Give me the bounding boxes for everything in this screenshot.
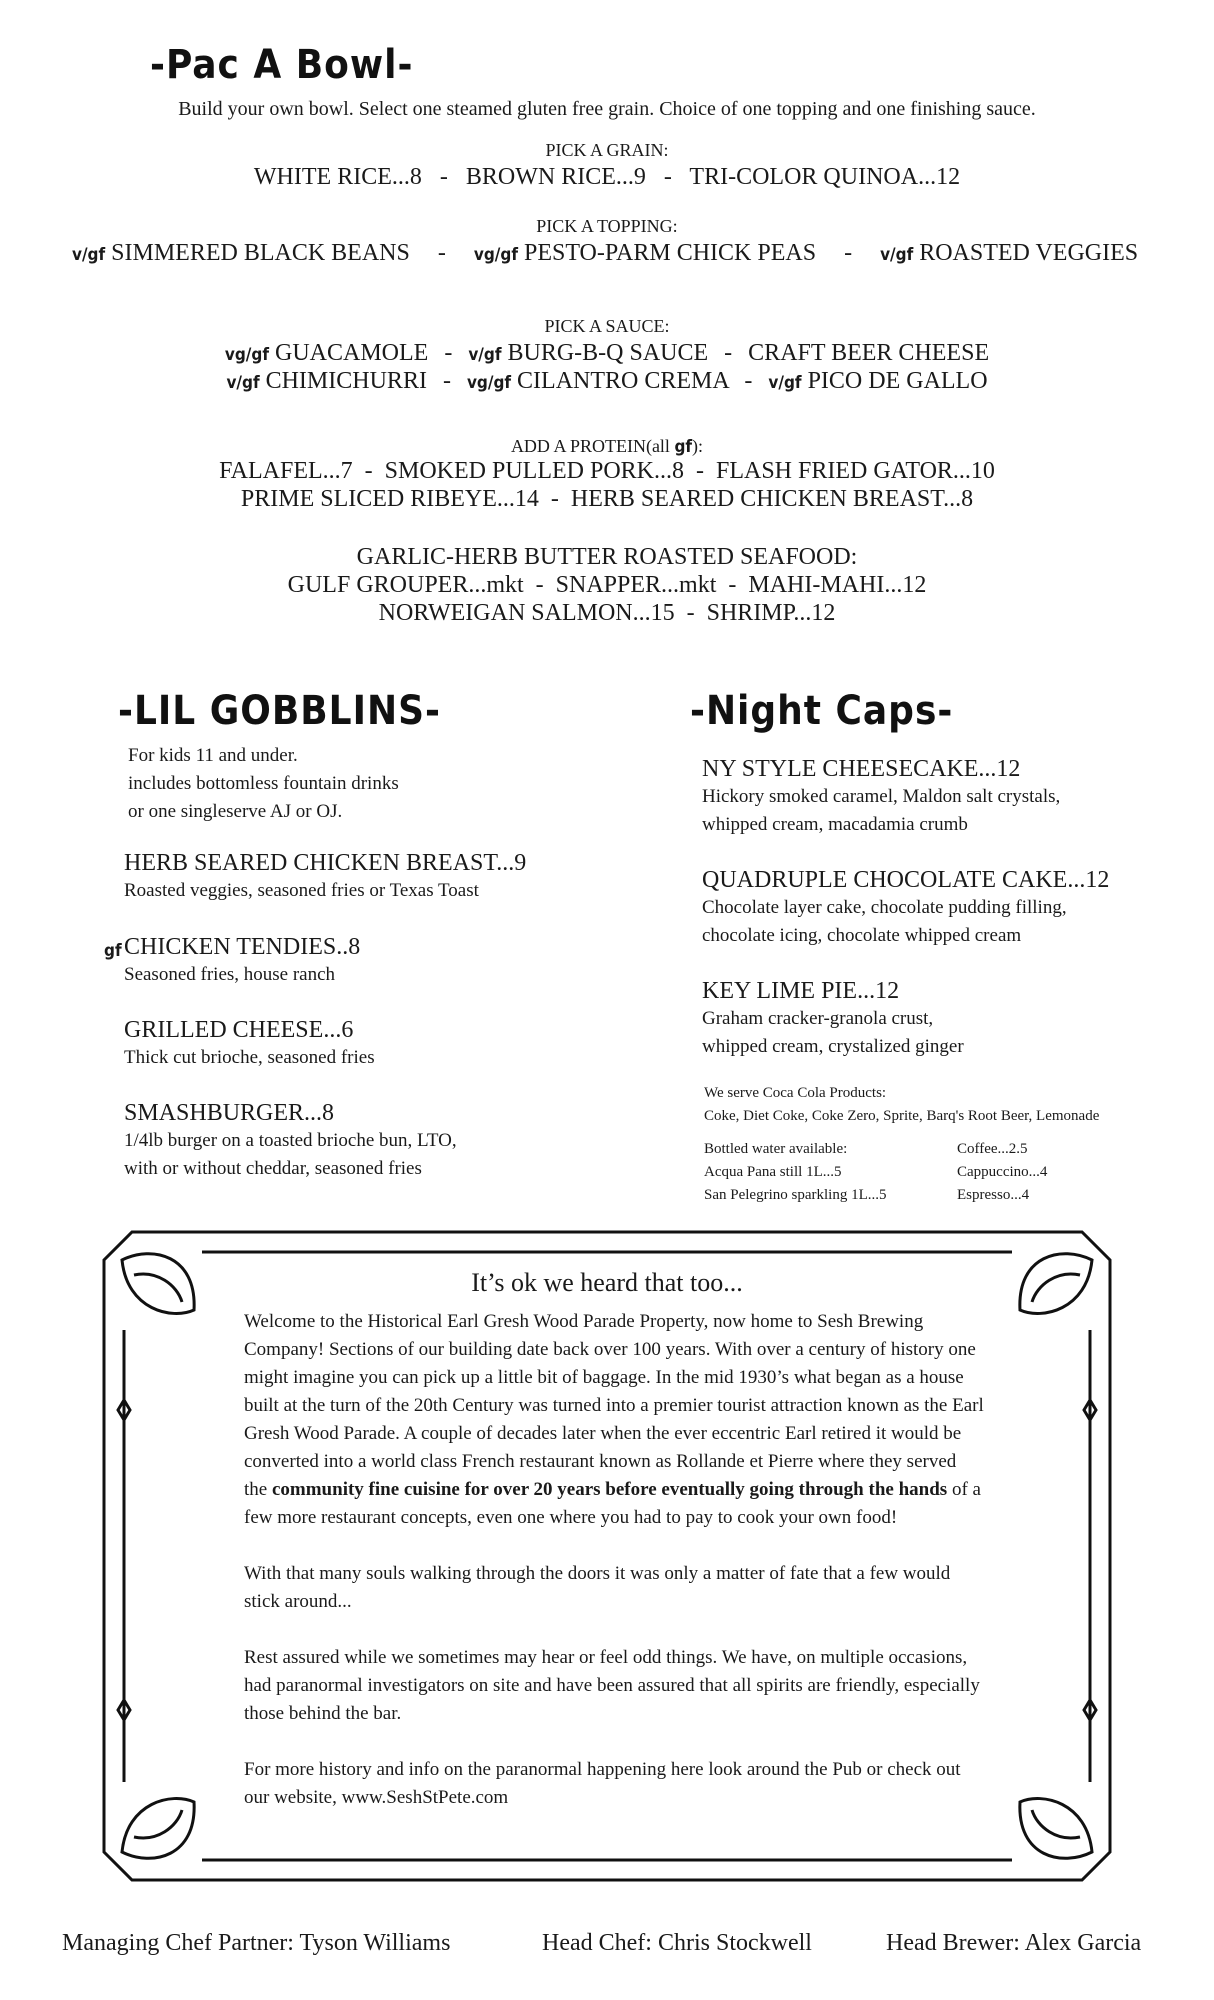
kids-note [128, 742, 399, 826]
diet-tag: v/gf [226, 373, 260, 393]
topping-item: SIMMERED BLACK BEANS [111, 240, 410, 266]
protein-line-1: FALAFEL...7 - SMOKED PULLED PORK...8 - FLASH FRIED GATOR...10 [219, 458, 995, 484]
kids-item [124, 1017, 375, 1072]
grain-heading: PICK A GRAIN: [545, 140, 669, 160]
dessert-name: NY STYLE CHEESECAKE...12 [702, 756, 1021, 782]
footer-head-chef: Head Chef: Chris Stockwell [542, 1930, 812, 1956]
kids-item-desc: Thick cut brioche, seasoned fries [124, 1047, 375, 1068]
topping-item: PESTO-PARM CHICK PEAS [523, 240, 817, 266]
dessert-desc: chocolate icing, chocolate whipped cream [702, 925, 1022, 946]
water-list [704, 1138, 886, 1207]
dessert-item [702, 756, 1060, 839]
corner-leaf-bottom-right [1020, 1799, 1092, 1859]
story-paragraph: For more history and info on the paranormal happening here look around the Pub or check out our website, www.SeshStPete.com [244, 1759, 961, 1808]
night-caps-title: -Night Caps- [690, 688, 954, 734]
story-paragraph [244, 1308, 984, 1532]
water-item: Acqua Pana still 1L...5 [704, 1164, 842, 1180]
story-paragraph: Rest assured while we sometimes may hear or feel odd things. We have, on multiple occasions, had paranormal investigators on site and have been assured that all spirits are friendly, especially those behind the bar. [244, 1647, 980, 1724]
sauce-row-1: vg/gf GUACAMOLE - v/gf BURG-B-Q SAUCE - CRAFT BEER CHEESE [224, 340, 990, 366]
grain-options: WHITE RICE...8 - BROWN RICE...9 - TRI-COLOR QUINOA...12 [253, 164, 961, 190]
sauce-item: PICO DE GALLO [807, 368, 988, 394]
protein-line-2: PRIME SLICED RIBEYE...14 - HERB SEARED CHICKEN BREAST...8 [240, 486, 974, 512]
beverage-note [704, 1082, 1099, 1128]
kids-item [104, 934, 361, 989]
water-item: San Pelegrino sparkling 1L...5 [704, 1187, 887, 1203]
dessert-desc: Graham cracker-granola crust, [702, 1008, 934, 1029]
kids-item-name: HERB SEARED CHICKEN BREAST...9 [124, 850, 527, 876]
sauce-row-2: v/gf CHIMICHURRI - vg/gf CILANTRO CREMA - v/gf PICO DE GALLO [226, 368, 988, 394]
sauce-item: GUACAMOLE [275, 340, 429, 366]
kids-item [124, 850, 526, 905]
protein-heading [0, 436, 1214, 457]
dessert-item [702, 867, 1109, 950]
pac-a-bowl-intro: Build your own bowl. Select one steamed gluten free grain. Choice of one topping and one finishing sauce. [178, 98, 1036, 120]
seafood-line-1: GULF GROUPER...mkt - SNAPPER...mkt - MAHI-MAHI...12 [287, 572, 927, 598]
kids-item-desc: with or without cheddar, seasoned fries [124, 1158, 422, 1179]
story-paragraph: With that many souls walking through the doors it was only a matter of fate that a few would stick around... [244, 1563, 951, 1612]
kids-item-name: GRILLED CHEESE...6 [124, 1017, 354, 1043]
kids-item-name: SMASHBURGER...8 [124, 1100, 335, 1126]
diet-tag: gf [104, 941, 122, 961]
kids-item-desc: Seasoned fries, house ranch [124, 964, 336, 985]
protein-heading-text: ADD A PROTEIN(all [510, 436, 675, 456]
dessert-name: KEY LIME PIE...12 [702, 978, 900, 1004]
kids-item-desc: 1/4lb burger on a toasted brioche bun, LTO, [124, 1130, 457, 1151]
dessert-desc: whipped cream, macadamia crumb [702, 814, 968, 835]
kids-note-line: includes bottomless fountain drinks [128, 773, 399, 794]
kids-item-name: CHICKEN TENDIES..8 [124, 934, 361, 960]
beverage-line: We serve Coca Cola Products: [704, 1085, 887, 1101]
dessert-name: QUADRUPLE CHOCOLATE CAKE...12 [702, 867, 1110, 893]
dessert-desc: Hickory smoked caramel, Maldon salt crystals, [702, 786, 1061, 807]
sauce-heading: PICK A SAUCE: [544, 316, 670, 336]
diet-tag: v/gf [468, 345, 502, 365]
protein-heading-suffix: ): [692, 436, 704, 456]
dessert-desc: whipped cream, crystalized ginger [702, 1036, 964, 1057]
water-heading: Bottled water available: [704, 1141, 848, 1157]
kids-note-line: or one singleserve AJ or OJ. [128, 801, 343, 822]
seafood-heading: GARLIC-HERB BUTTER ROASTED SEAFOOD: [356, 544, 858, 570]
topping-item: ROASTED VEGGIES [919, 240, 1139, 266]
story-bold-text: community fine cuisine for over 20 years before eventually going through the hands [271, 1479, 948, 1500]
diet-tag: v/gf [880, 245, 914, 265]
diet-tag: vg/gf [466, 373, 512, 393]
diet-tag: vg/gf [473, 245, 518, 265]
topping-options: v/gf SIMMERED BLACK BEANS - vg/gf PESTO-PARM CHICK PEAS - v/gf ROASTED VEGGIES [72, 240, 1139, 266]
kids-item [124, 1100, 457, 1183]
coffee-item: Cappuccino...4 [957, 1164, 1048, 1180]
story-body [244, 1308, 984, 1840]
coffee-item: Coffee...2.5 [957, 1141, 1028, 1157]
sauce-item: CRAFT BEER CHEESE [748, 340, 990, 366]
sauce-item: CILANTRO CREMA [517, 368, 729, 394]
coffee-item: Espresso...4 [957, 1187, 1030, 1203]
beverage-line: Coke, Diet Coke, Coke Zero, Sprite, Barq's Root Beer, Lemonade [704, 1108, 1100, 1124]
coffee-list [957, 1138, 1047, 1207]
story-text: Welcome to the Historical Earl Gresh Wood Parade Property, now home to Sesh Brewing Company! Sections of our building date back over 100 years. With over a century of history one might imagine you can pick up a little bit of baggage. In the mid 1930’s what began as a house built at the turn of the 20th Century was turned into a premier tourist attraction known as the Earl Gresh Wood Parade. A couple of decades later when the ever eccentric Earl retired it would be converted into a world class French restaurant known as Rollande et Pierre where they served the [244, 1311, 984, 1500]
corner-leaf-bottom-left [122, 1799, 194, 1859]
sauce-item: CHIMICHURRI [265, 368, 427, 394]
sauce-item: BURG-B-Q SAUCE [507, 340, 709, 366]
dessert-desc: Chocolate layer cake, chocolate pudding filling, [702, 897, 1067, 918]
pac-a-bowl-title: -Pac A Bowl- [150, 42, 414, 88]
footer-chef-partner: Managing Chef Partner: Tyson Williams [62, 1930, 451, 1956]
seafood-line-2: NORWEIGAN SALMON...15 - SHRIMP...12 [378, 600, 836, 626]
diet-tag: gf [674, 437, 693, 457]
footer-head-brewer: Head Brewer: Alex Garcia [886, 1930, 1142, 1956]
diet-tag: vg/gf [224, 345, 269, 365]
kids-item-desc: Roasted veggies, seasoned fries or Texas Toast [124, 880, 479, 901]
dessert-item [702, 978, 964, 1061]
diet-tag: v/gf [72, 245, 106, 265]
diet-tag: v/gf [768, 373, 802, 393]
story-title: It’s ok we heard that too... [471, 1268, 743, 1297]
story-text: of a few more restaurant concepts, even one where you had to pay to cook your own food! [244, 1479, 981, 1528]
topping-heading: PICK A TOPPING: [536, 216, 678, 236]
kids-note-line: For kids 11 and under. [128, 745, 298, 766]
lil-gobblins-title: -LIL GOBBLINS- [118, 688, 441, 734]
